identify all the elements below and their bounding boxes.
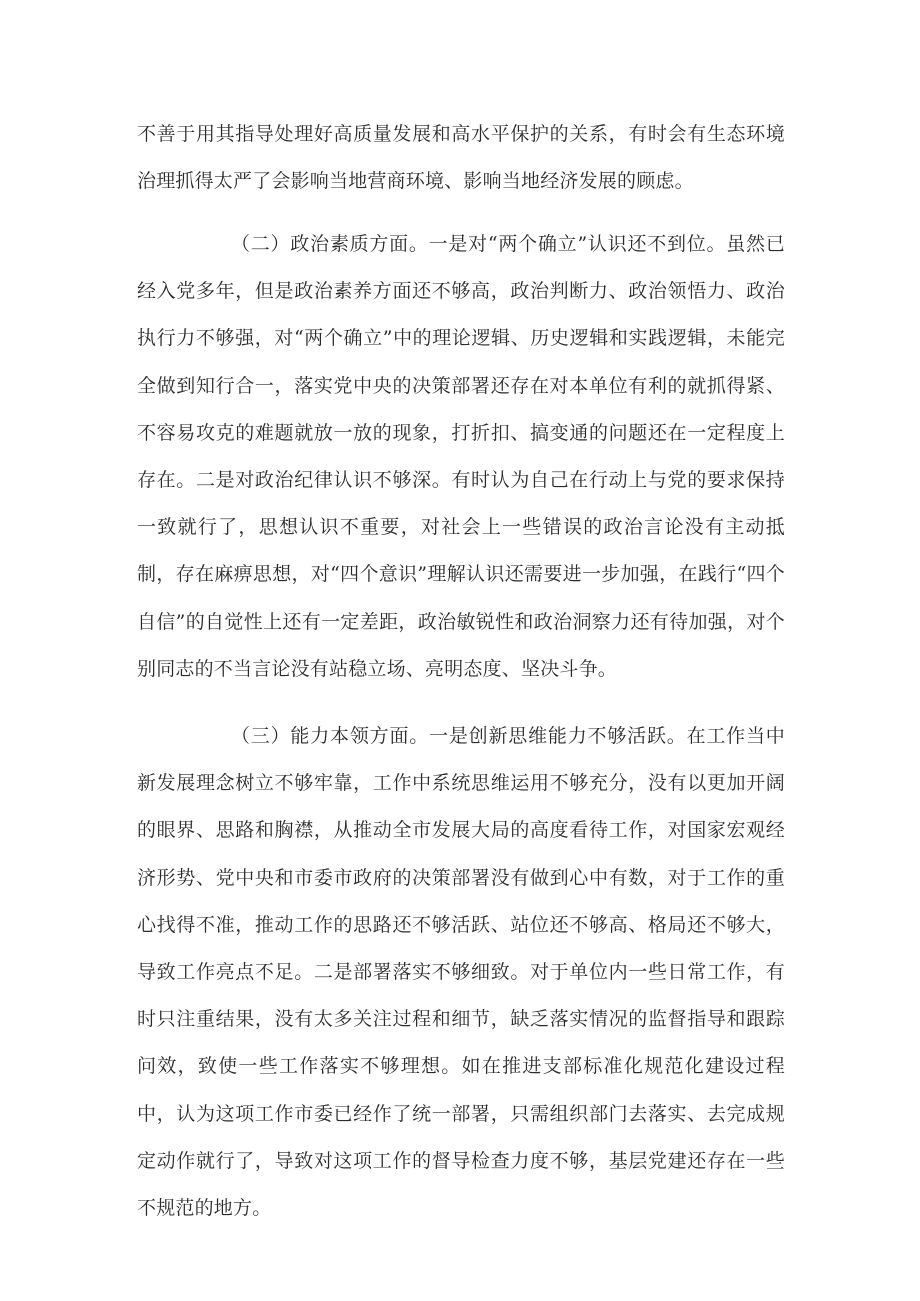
paragraph-political-quality: （二）政治素质方面。一是对“两个确立”认识还不到位。虽然已经入党多年，但是政治素养方面还不够高，政治判断力、政治领悟力、政治执行力不够强，对“两个确立”中的理论逻辑、历史逻辑和实践逻辑，未能完全做到知行合一，落实党中央的决策部署还存在对本单位有利的就抓得紧、不容易攻克的难题就放一放的现象，打折扣、搞变通的问题还在一定程度上存在。二是对政治纪律认识不够深。有时认为自己在行动上与党的要求保持一致就行了，思想认识不重要，对社会上一些错误的政治言论没有主动抵制，存在麻痹思想，对“四个意识”理解认识还需要进一步加强，在践行“四个自信”的自觉性上还有一定差距，政治敏锐性和政治洞察力还有待加强，对个别同志的不当言论没有站稳立场、亮明态度、坚决斗争。	[137, 233, 785, 680]
paragraph-continuation: 不善于用其指导处理好高质量发展和高水平保护的关系，有时会有生态环境治理抓得太严了会影响当地营商环境、影响当地经济发展的顾虑。	[137, 123, 785, 193]
paragraph-ability-skills: （三）能力本领方面。一是创新思维能力不够活跃。在工作当中新发展理念树立不够牢靠，工作中系统思维运用不够充分，没有以更加开阔的眼界、思路和胸襟，从推动全市发展大局的高度看待工作，对国家宏观经济形势、党中央和市委市政府的决策部署没有做到心中有数，对于工作的重心找得不准，推动工作的思路还不够活跃、站位还不够高、格局还不够大，导致工作亮点不足。二是部署落实不够细致。对于单位内一些日常工作，有时只注重结果，没有太多关注过程和细节，缺乏落实情况的监督指导和跟踪问效，致使一些工作落实不够理想。如在推进支部标准化规范化建设过程中，认为这项工作市委已经作了统一部署，只需组织部门去落实、去完成规定动作就行了，导致对这项工作的督导检查力度不够，基层党建还存在一些不规范的地方。	[137, 725, 785, 1220]
